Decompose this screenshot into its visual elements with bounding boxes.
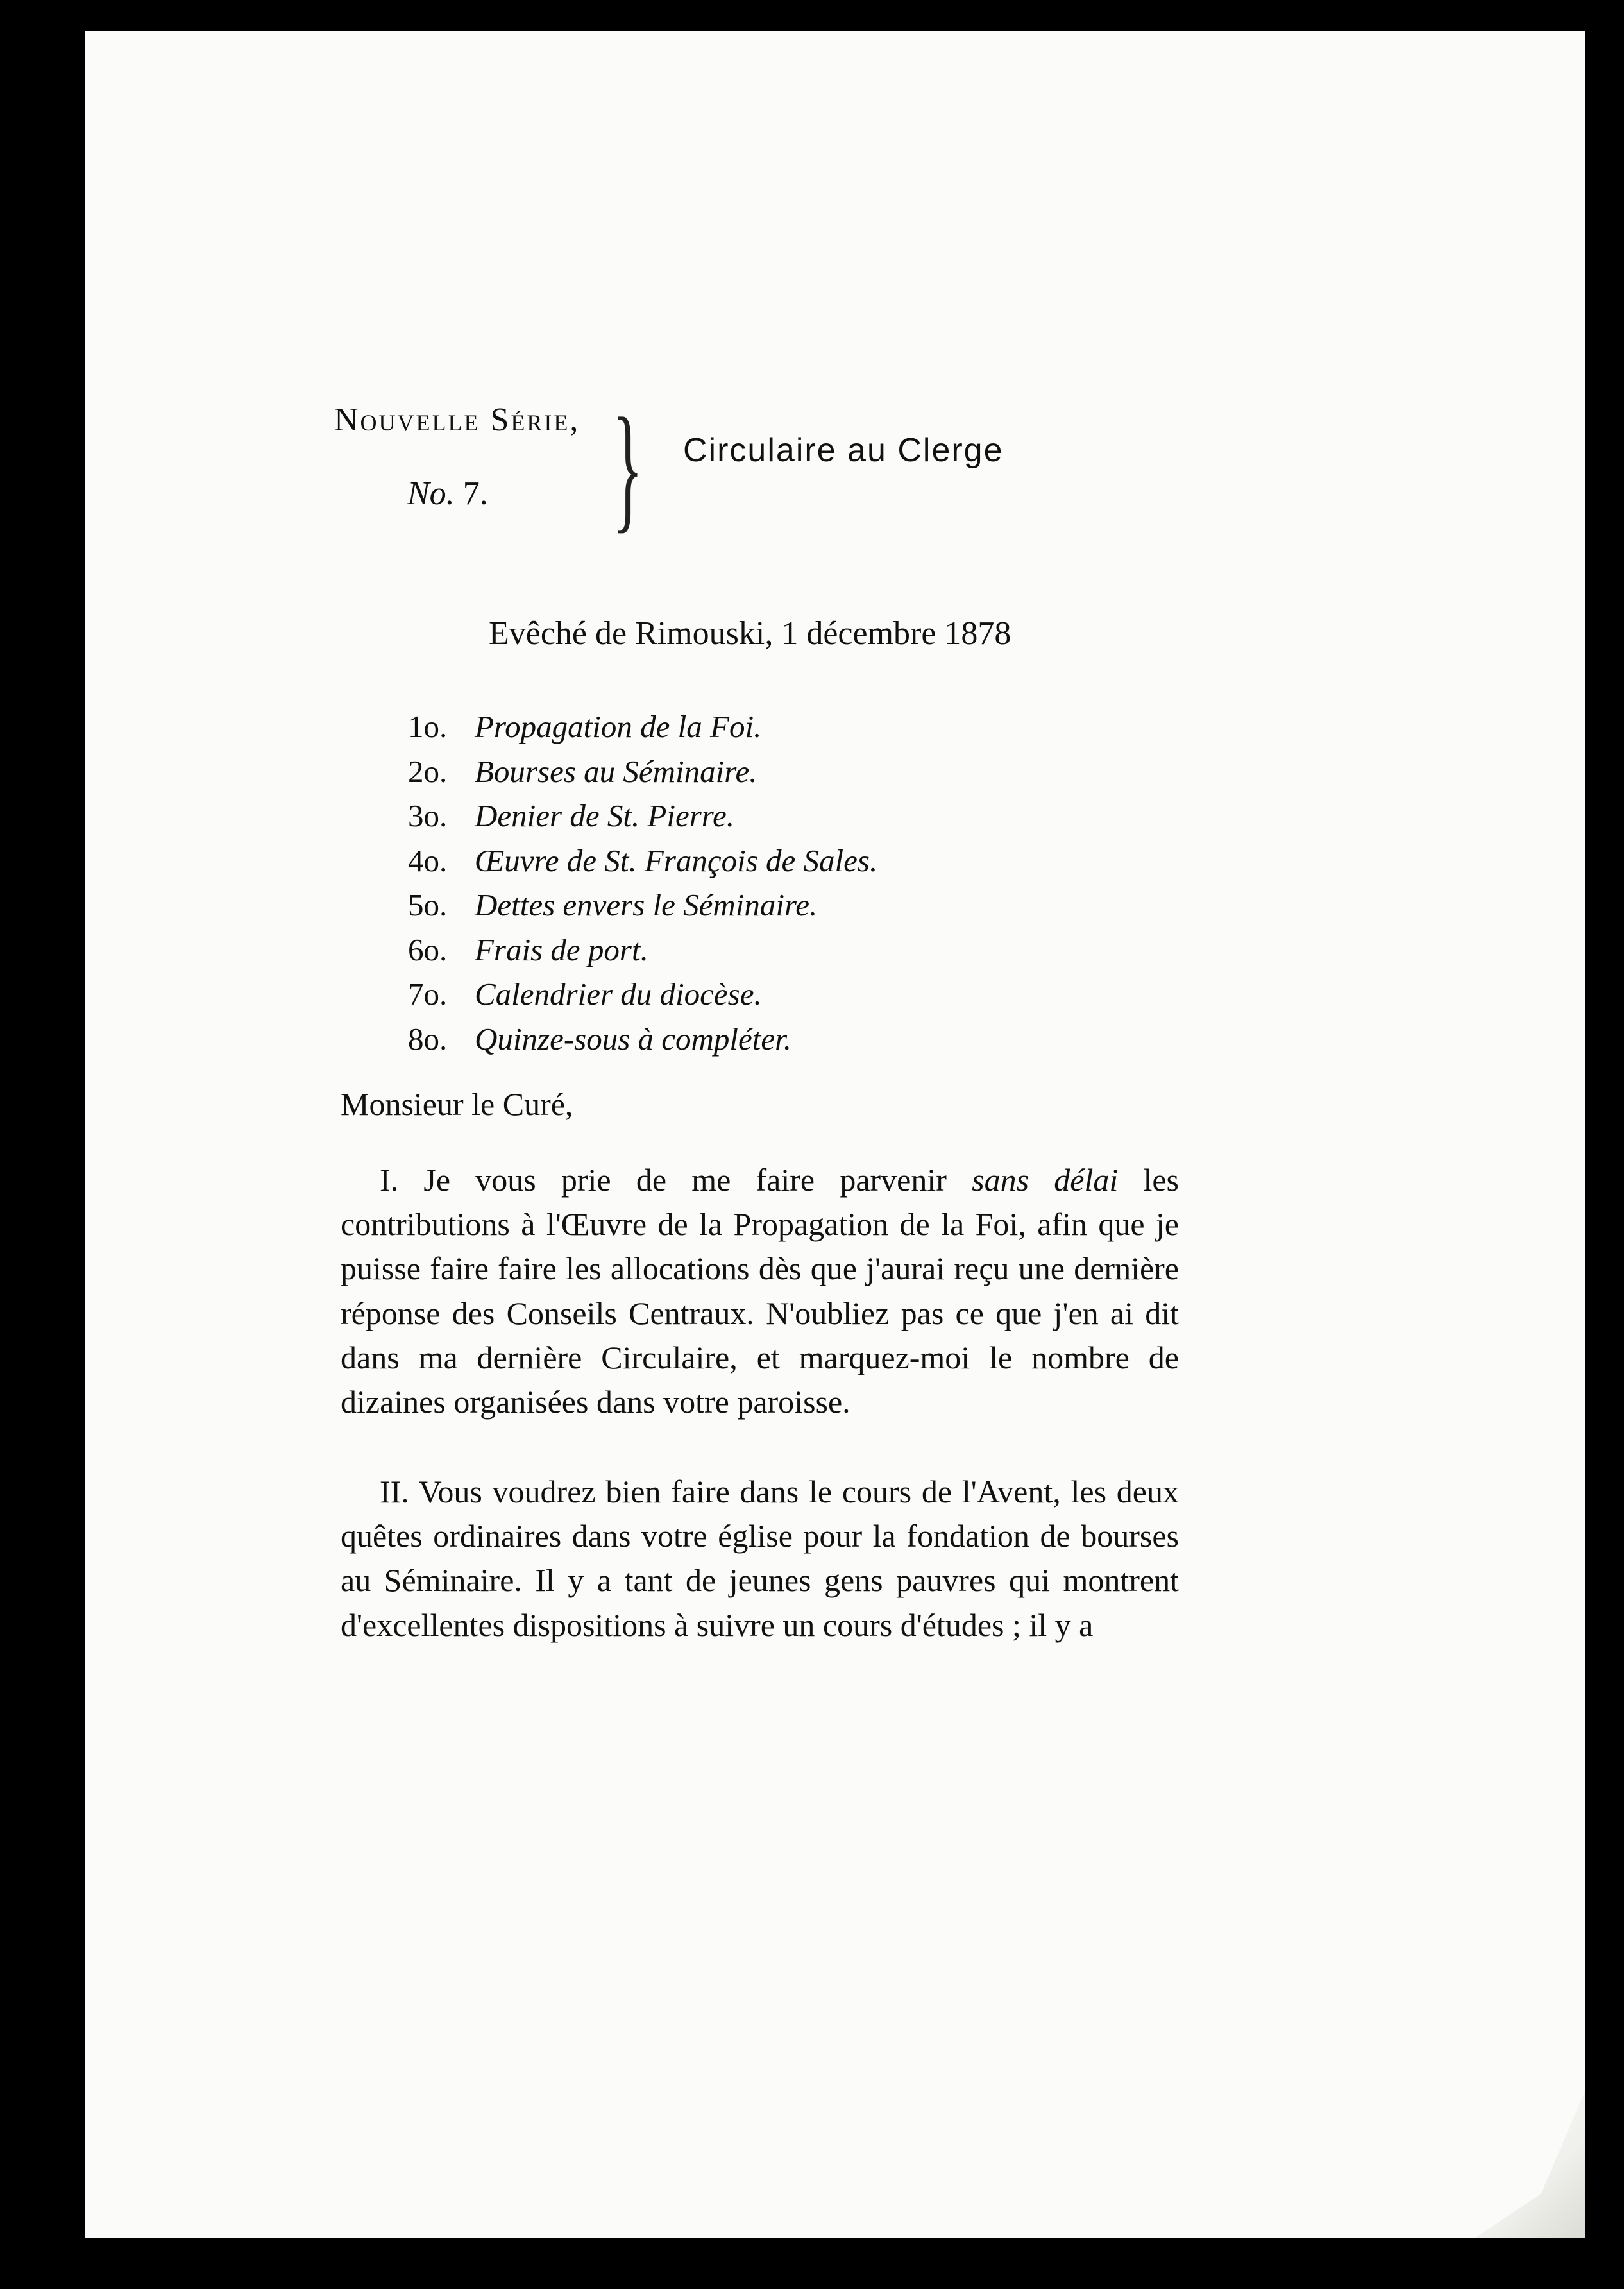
paragraph-1-start: I. Je vous prie de me faire parvenir: [380, 1162, 972, 1198]
paragraph-1: [341, 1158, 1179, 1424]
topic-list: [408, 704, 877, 1061]
list-item: [408, 1017, 877, 1062]
curly-brace: }: [613, 389, 643, 545]
topic-text: Calendrier du diocèse.: [475, 976, 762, 1012]
paragraph-1-emphasis: sans délai: [972, 1162, 1119, 1198]
topic-number: 2o.: [408, 753, 448, 789]
topic-text: Œuvre de St. François de Sales.: [475, 842, 878, 878]
salutation: Monsieur le Curé,: [341, 1086, 573, 1122]
series-label: Nouvelle Série,: [334, 402, 580, 438]
list-item: [408, 794, 877, 838]
topic-text: Dettes envers le Séminaire.: [475, 887, 818, 923]
topic-number: 1o.: [408, 709, 448, 744]
topic-number: 7o.: [408, 976, 448, 1012]
list-item: [408, 838, 877, 883]
circular-number: [407, 475, 488, 513]
topic-number: 4o.: [408, 842, 448, 878]
topic-text: Propagation de la Foi.: [475, 709, 762, 744]
topic-number: 5o.: [408, 887, 448, 923]
document-page: [85, 31, 1585, 2238]
number-label: No.: [407, 475, 455, 512]
topic-text: Frais de port.: [475, 932, 648, 967]
paragraph-2: II. Vous voudrez bien faire dans le cours de l'Avent, les deux quêtes ordinaires dans votre église pour la fondation de bourses au Séminaire. Il y a tant de jeunes gens pauvres qui montrent d'excellentes dispositions à suivre un cours d'études ; il y a: [341, 1474, 1179, 1643]
circular-title: Circulaire au Clerge: [683, 432, 1004, 469]
list-item: [408, 972, 877, 1017]
list-item: [408, 749, 877, 794]
topic-text: Bourses au Séminaire.: [475, 753, 757, 789]
topic-text: Quinze-sous à compléter.: [475, 1021, 792, 1057]
dateline: Evêché de Rimouski, 1 décembre 1878: [489, 615, 1011, 652]
number-value: 7.: [462, 475, 488, 512]
list-item: [408, 704, 877, 749]
paragraph-1-end: les contributions à l'Œuvre de la Propagation de la Foi, afin que je puisse faire faire les allocations dès que j'aurai reçu une dernière réponse des Conseils Centraux. N'oubliez pas ce que j'en ai dit dans ma dernière Circulaire, et marquez-moi le nombre de dizaines organisées dans votre paroisse.: [341, 1162, 1179, 1420]
topic-number: 6o.: [408, 932, 448, 967]
topic-number: 8o.: [408, 1021, 448, 1057]
topic-number: 3o.: [408, 798, 448, 833]
list-item: [408, 883, 877, 928]
list-item: [408, 928, 877, 973]
topic-text: Denier de St. Pierre.: [475, 798, 735, 833]
